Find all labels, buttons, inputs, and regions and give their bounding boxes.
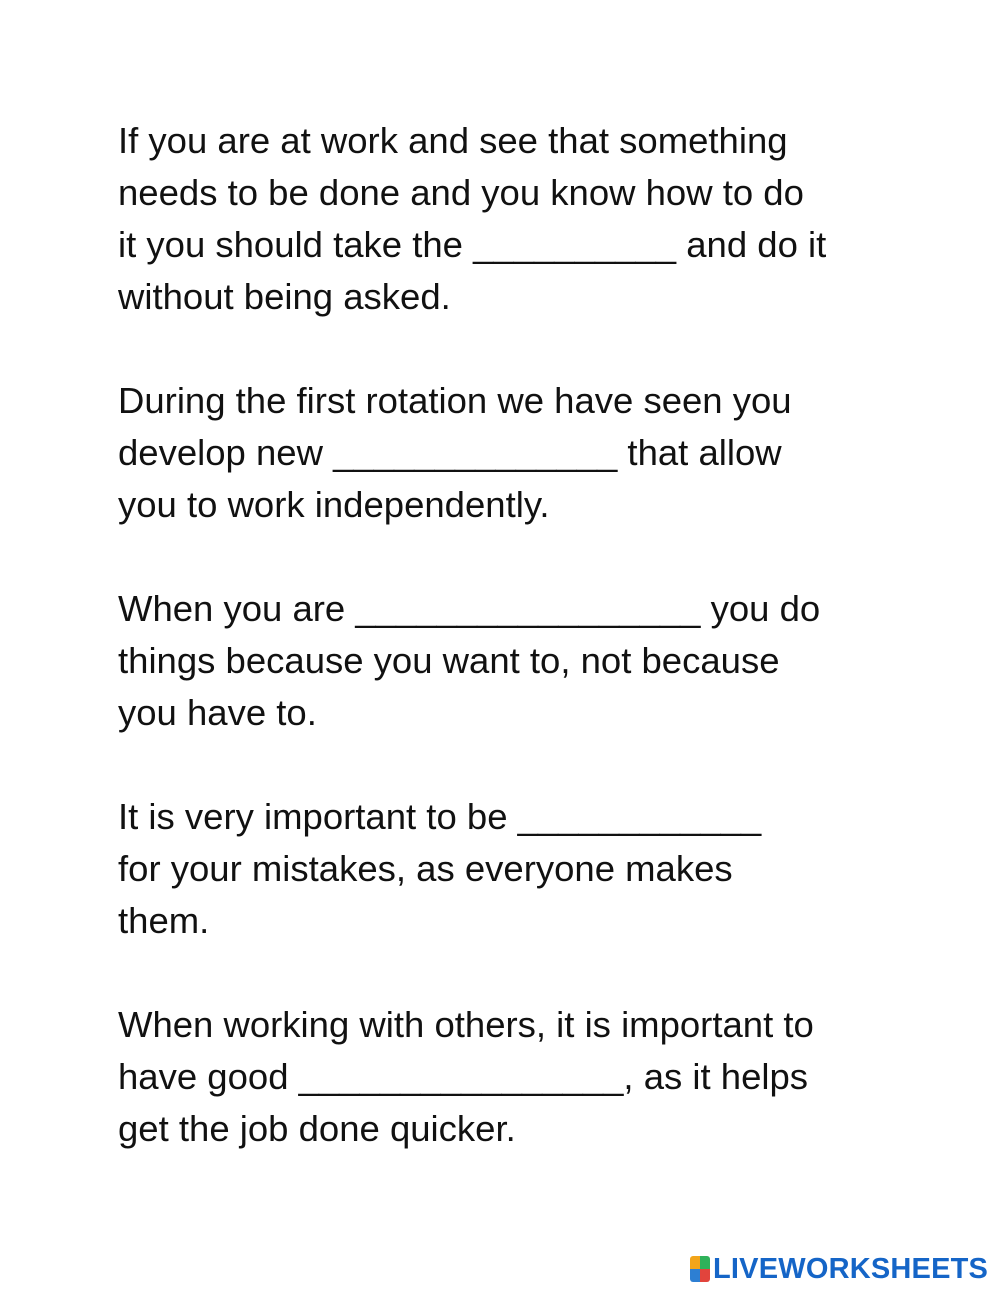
question-1-line-2: needs to be done and you know how to do (118, 172, 804, 213)
question-5-line-1: When working with others, it is important to (118, 1004, 814, 1045)
question-5 (118, 999, 938, 1155)
question-5-line-2: have good ________________, as it helps (118, 1056, 809, 1097)
question-1-line-1: If you are at work and see that something (118, 120, 788, 161)
spacer (118, 323, 938, 375)
spacer (118, 739, 938, 791)
question-4 (118, 791, 938, 947)
question-4-line-1: It is very important to be ____________ (118, 796, 762, 837)
question-2 (118, 375, 938, 531)
liveworksheets-logo-icon (690, 1256, 710, 1282)
brand-name: LIVEWORKSHEETS (713, 1252, 989, 1285)
worksheet-body (118, 115, 938, 1155)
question-5-line-3: get the job done quicker. (118, 1108, 516, 1149)
question-2-line-2: develop new ______________ that allow (118, 432, 782, 473)
question-1-line-3: it you should take the __________ and do it (118, 224, 827, 265)
question-1-line-4: without being asked. (118, 276, 451, 317)
question-3-line-2: things because you want to, not because (118, 640, 780, 681)
question-1 (118, 115, 938, 323)
question-3-line-3: you have to. (118, 692, 317, 733)
spacer (118, 947, 938, 999)
question-3 (118, 583, 938, 739)
spacer (118, 531, 938, 583)
question-3-line-1: When you are _________________ you do (118, 588, 821, 629)
question-2-line-1: During the first rotation we have seen you (118, 380, 792, 421)
question-4-line-3: them. (118, 900, 210, 941)
liveworksheets-brand[interactable] (690, 1254, 988, 1284)
question-2-line-3: you to work independently. (118, 484, 550, 525)
question-4-line-2: for your mistakes, as everyone makes (118, 848, 733, 889)
